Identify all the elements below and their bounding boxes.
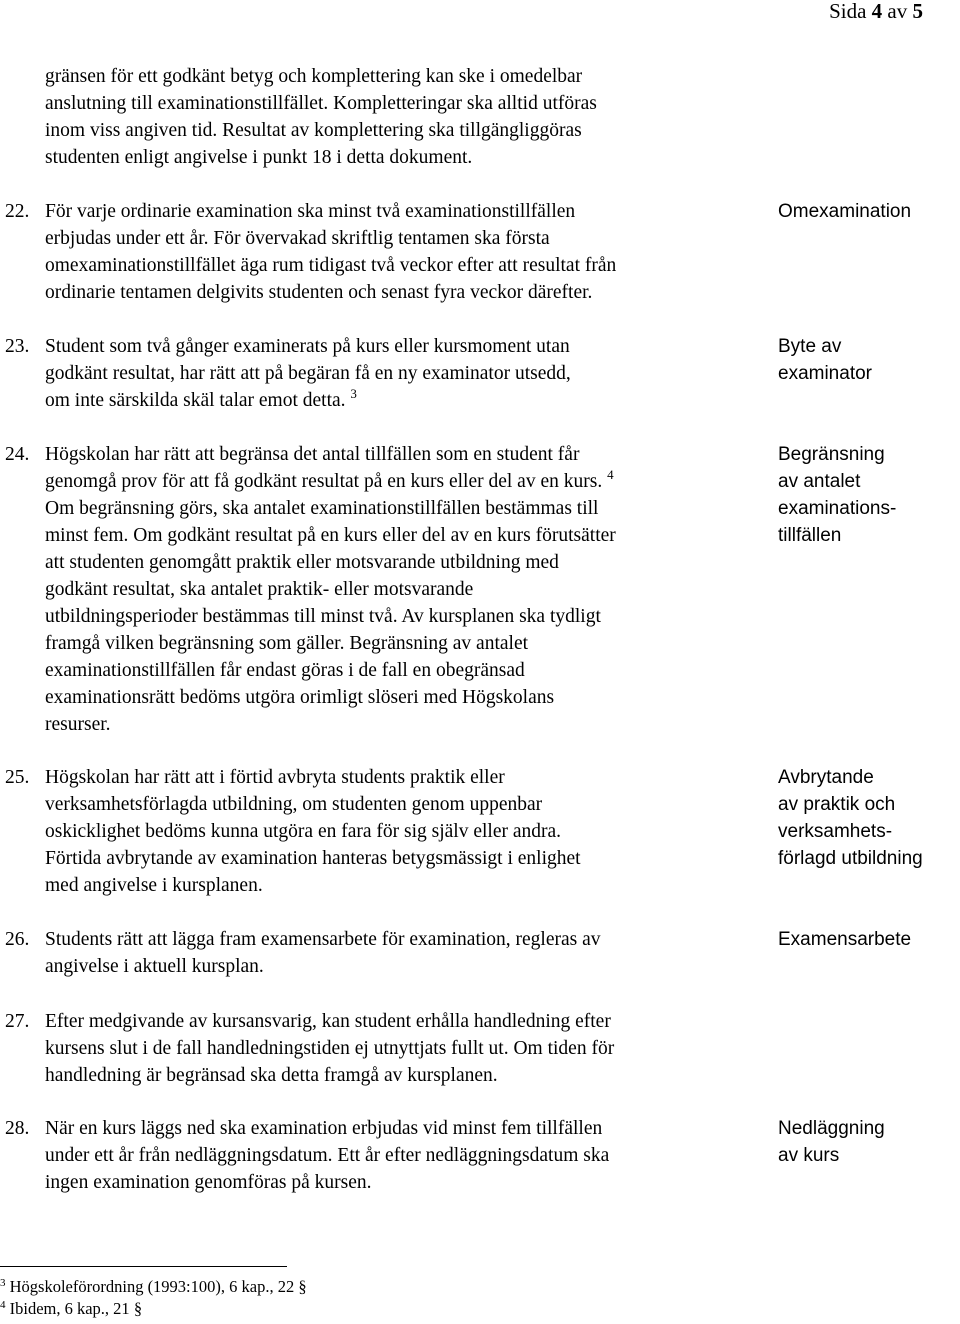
margin-heading [778,441,960,549]
footnote-text: Ibidem, 6 kap., 21 [5,1299,134,1318]
section-line: godkänt resultat, ska antalet praktik- eller motsvarande [45,579,474,600]
section-text [45,441,757,738]
margin-heading-line: Byte av [778,336,842,357]
section-line: att studenten genomgått praktik eller motsvarande utbildning med [45,552,559,573]
margin-heading-line: Examensarbete [778,929,912,950]
footnote-mark: 4 [0,1299,6,1311]
margin-heading [778,333,960,387]
section-line: resurser. [45,714,111,735]
footnote-ref[interactable]: 3 [350,386,357,401]
section-line: godkänt resultat, har rätt att på begäran få en ny examinator utsedd, [45,363,571,384]
section-line: omexaminationstillfället äga rum tidigast två veckor efter att resultat från [45,255,617,276]
section-line: minst fem. Om godkänt resultat på en kurs eller del av en kurs förutsätter [45,525,616,546]
section-line: Högskolan har rätt att i förtid avbryta students praktik eller [45,767,505,788]
section-line: framgå vilken begränsning som gäller. Begränsning av antalet [45,633,529,654]
page-of: av [887,0,908,23]
paragraph-line: anslutning till examinationstillfället. Kompletteringar ska alltid utföras [45,93,597,114]
margin-heading-line: av antalet [778,471,861,492]
section-line: under ett år från nedläggningsdatum. Ett år efter nedläggningsdatum ska [45,1145,610,1166]
page-header [829,0,923,24]
section-line: med angivelse i kursplanen. [45,875,263,896]
section-line: Efter medgivande av kursansvarig, kan student erhålla handledning efter [45,1011,611,1032]
section-line: angivelse i aktuell kursplan. [45,956,264,977]
margin-heading-line: Nedläggning [778,1118,885,1139]
margin-heading-line: Begränsning [778,444,885,465]
section-line: Högskolan har rätt att begränsa det antal tillfällen som en student får [45,444,580,465]
section-number: 28. [5,1118,30,1139]
section-line: utbildningsperioder bestämmas till minst två. Av kursplanen ska tydligt [45,606,601,627]
section-text [45,198,757,306]
section-number: 26. [5,929,30,950]
page-total: 5 [912,0,923,23]
margin-heading-line: förlagd utbildning [778,848,923,869]
footnote-separator [0,1266,287,1267]
section-line: genomgå prov för att få godkänt resultat på en kurs eller del av en kurs. $^4$ [45,467,614,492]
section-text [45,764,757,899]
footnote-mark: 3 [0,1277,6,1289]
page-current: 4 [871,0,883,23]
section-line: När en kurs läggs ned ska examination erbjudas vid minst fem tillfällen [45,1118,603,1139]
section-line: ordinarie tentamen delgivits studenten och senast fyra veckor därefter. [45,282,593,303]
margin-heading [778,198,960,225]
page-label: Sida [829,0,867,23]
section-line: Students rätt att lägga fram examensarbete för examination, regleras av [45,929,601,950]
section-number: 24. [5,444,30,465]
section-line: om inte särskilda skäl talar emot detta. $^3$ [45,386,357,411]
section-text [45,1008,757,1089]
margin-heading [778,764,960,872]
section-number: 22. [5,201,30,222]
section-line: kursens slut i de fall handledningstiden ej utnyttjats fullt ut. Om tiden för [45,1038,615,1059]
footnote [0,1298,142,1320]
margin-heading [778,926,960,953]
section-line: Om begränsning görs, ska antalet examinationstillfällen bestämmas till [45,498,599,519]
footnote-ref[interactable]: 4 [607,467,614,482]
footnote [0,1276,307,1298]
section-text [45,1115,757,1196]
section-number: 23. [5,336,30,357]
margin-heading-line: Avbrytande [778,767,874,788]
margin-heading-line: av praktik och [778,794,896,815]
section-line: verksamhetsförlagda utbildning, om studenten genom uppenbar [45,794,543,815]
footnote-text: Högskoleförordning (1993:100), 6 kap., 22 [5,1277,299,1296]
section-line: erbjudas under ett år. För övervakad skriftlig tentamen ska första [45,228,550,249]
section-line: handledning är begränsad ska detta framgå av kursplanen. [45,1065,498,1086]
section-line: Student som två gånger examinerats på kurs eller kursmoment utan [45,336,570,357]
section-text [45,926,757,980]
margin-heading-line: av kurs [778,1145,840,1166]
paragraph-line: studenten enligt angivelse i punkt 18 i detta dokument. [45,147,473,168]
section-line: För varje ordinarie examination ska minst två examinationstillfällen [45,201,576,222]
section-number: 25. [5,767,30,788]
section-symbol: § [133,1299,143,1318]
margin-heading [778,1115,960,1169]
section-line: examinationsrätt bedöms utgöra orimligt slöseri med Högskolans [45,687,555,708]
margin-heading-line: tillfällen [778,525,842,546]
margin-heading-line: examinations- [778,498,897,519]
paragraph-line: inom viss angiven tid. Resultat av komplettering ska tillgängliggöras [45,120,582,141]
margin-heading-line: examinator [778,363,872,384]
section-number: 27. [5,1011,30,1032]
margin-heading-line: verksamhets- [778,821,893,842]
section-line: oskicklighet bedöms kunna utgöra en fara för sig själv eller andra. [45,821,562,842]
paragraph-line: gränsen för ett godkänt betyg och komplettering kan ske i omedelbar [45,66,583,87]
section-text [45,333,757,414]
section-line: ingen examination genomföras på kursen. [45,1172,372,1193]
section-symbol: § [298,1277,307,1296]
margin-heading-line: Omexamination [778,201,912,222]
section-line: examinationstillfällen får endast göras i de fall en obegränsad [45,660,525,681]
section-line: Förtida avbrytande av examination hanteras betygsmässigt i enlighet [45,848,581,869]
